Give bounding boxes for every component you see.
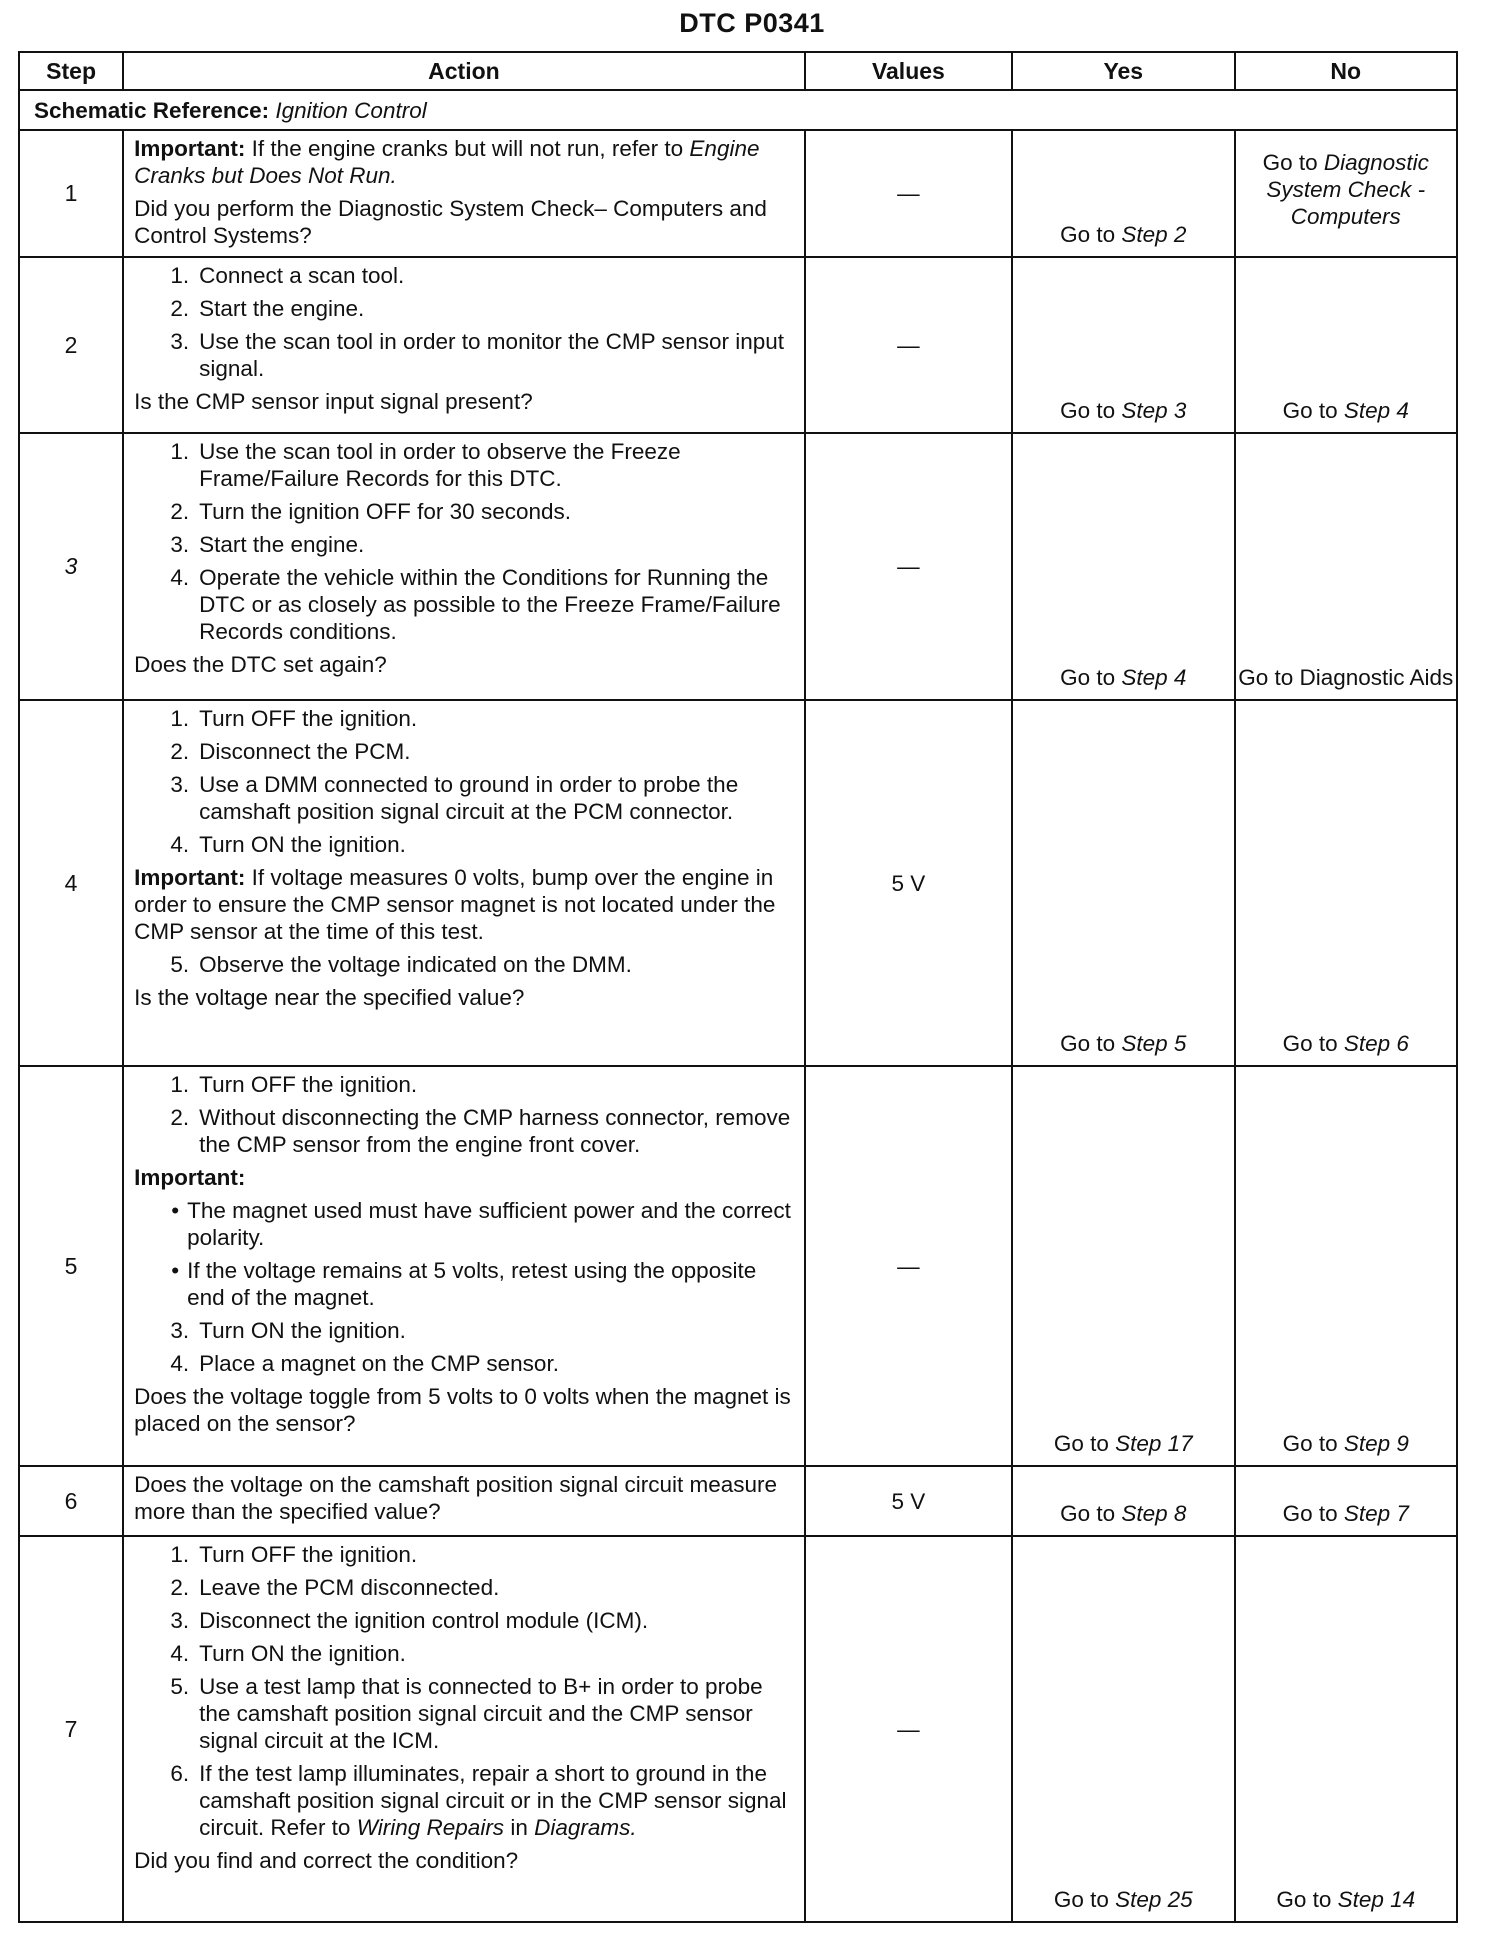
diagnostic-table [18,51,1458,1923]
list-item [134,564,794,645]
yes-link[interactable]: Step 25 [1115,1887,1193,1912]
action-cell [123,1466,805,1536]
table-row [19,700,1457,1066]
item-text: Observe the voltage indicated on the DMM. [199,952,632,977]
list-marker: 2. [170,1575,190,1600]
text: Go to [1053,1431,1109,1456]
list-marker: 4. [170,832,190,857]
item-text: If the voltage remains at 5 volts, retest using the opposite end of the magnet. [187,1258,757,1310]
yes-cell [1012,1466,1234,1536]
item-text: Start the engine. [199,296,365,321]
text: Important: [134,136,246,161]
step-number: 3 [19,433,123,700]
item-text: Turn OFF the ignition. [199,706,418,731]
table-row [19,257,1457,433]
item-text: Turn OFF the ignition. [199,1542,418,1567]
list-item [134,295,794,322]
list-marker: 4. [170,565,190,590]
no-cell [1235,257,1458,433]
step-number: 7 [19,1536,123,1922]
yes-link[interactable]: Step 3 [1121,398,1187,423]
list-item [134,1673,794,1754]
list-item [134,1574,794,1601]
list-item [134,831,794,858]
text: Go to [1060,665,1116,690]
list-item [134,771,794,825]
text: Important: [134,1165,246,1190]
list-marker: 3. [170,532,190,557]
header-row [19,52,1457,90]
text: Engine Cranks but Does Not Run. [134,136,760,188]
text: Go to [1262,150,1318,175]
table-row [19,1536,1457,1922]
list-marker: 1. [170,439,190,464]
action-cell [123,130,805,257]
list-marker: 3. [170,772,190,797]
value-cell: — [805,1536,1012,1922]
list-marker: 4. [170,1351,190,1376]
no-link[interactable]: Diagnostic System Check - Computers [1266,150,1429,229]
value-cell: 5 V [805,700,1012,1066]
list-item [134,951,794,978]
question: Did you find and correct the condition? [134,1848,519,1873]
list-item [134,705,794,732]
yes-cell [1012,1536,1234,1922]
list-marker: 4. [170,1641,190,1666]
step-number: 2 [19,257,123,433]
step-number: 6 [19,1466,123,1536]
bullet-item [134,1197,794,1251]
item-text: Start the engine. [199,532,365,557]
text: If the test lamp illuminates, repair a short to ground in the camshaft position signal circuit or in the CMP sensor signal circuit. Refer to [199,1761,787,1840]
text: Go to [1282,1501,1338,1526]
no-cell [1235,130,1458,257]
list-item [134,738,794,765]
header-yes: Yes [1012,52,1234,90]
action-cell [123,257,805,433]
list-marker: 3. [170,1318,190,1343]
list-marker: 3. [170,329,190,354]
schematic-row [19,90,1457,130]
item-text: Use a DMM connected to ground in order to probe the camshaft position signal circuit at the PCM connector. [199,772,739,824]
value-cell: — [805,433,1012,700]
page-title: DTC P0341 [679,8,825,38]
action-cell [123,433,805,700]
item-text: Turn the ignition OFF for 30 seconds. [199,499,571,524]
step-number: 1 [19,130,123,257]
text: Go to [1060,1031,1116,1056]
list-item [134,498,794,525]
yes-link[interactable]: Step 4 [1121,665,1187,690]
item-text: Turn ON the ignition. [199,1318,406,1343]
list-marker: 2. [170,296,190,321]
text: Important: [134,865,246,890]
text: Go to [1053,1887,1109,1912]
text: Diagrams. [534,1815,637,1840]
no-cell [1235,1466,1458,1536]
list-item [134,262,794,289]
list-marker: 2. [170,499,190,524]
important-note [134,864,794,945]
no-link[interactable]: Step 14 [1337,1887,1416,1912]
no-cell [1235,1536,1458,1922]
text: If the engine cranks but will not run, refer to [251,136,684,161]
table-row [19,433,1457,700]
header-step: Step [19,52,123,90]
question: Did you perform the Diagnostic System Check– Computers and Control Systems? [134,196,767,248]
yes-cell [1012,700,1234,1066]
action-cell [123,1066,805,1466]
list-item [134,1350,794,1377]
important-label [134,1164,794,1191]
no-link[interactable]: Step 4 [1343,398,1409,423]
list-item [134,1760,794,1841]
action-cell [123,700,805,1066]
step-number: 5 [19,1066,123,1466]
list-marker: 2. [170,1105,190,1130]
schematic-reference [19,90,1457,130]
item-text: Operate the vehicle within the Conditions for Running the DTC or as closely as possible to the Freeze Frame/Failure Records conditions. [199,565,781,644]
list-item [134,1541,794,1568]
item-text: Disconnect the ignition control module (ICM). [199,1608,649,1633]
value-cell: — [805,1066,1012,1466]
text: If voltage measures 0 volts, bump over the engine in order to ensure the CMP sensor magnet is not located under the CMP sensor at the time of this test. [134,865,776,944]
item-text: The magnet used must have sufficient power and the correct polarity. [187,1198,791,1250]
question: Is the voltage near the specified value? [134,985,525,1010]
item-text: Place a magnet on the CMP sensor. [199,1351,559,1376]
yes-cell [1012,130,1234,257]
item-text: Leave the PCM disconnected. [199,1575,500,1600]
yes-link[interactable]: Step 2 [1121,222,1187,247]
yes-cell [1012,433,1234,700]
no-cell [1235,1066,1458,1466]
table-row [19,130,1457,257]
text: in [510,1815,528,1840]
text: Wiring Repairs [356,1815,505,1840]
list-item [134,438,794,492]
list-marker: 1. [170,1072,190,1097]
item-text: Connect a scan tool. [199,263,405,288]
list-marker: • [171,1258,180,1283]
item-text: Turn ON the ignition. [199,1641,406,1666]
table-row [19,1066,1457,1466]
item-text: Use the scan tool in order to observe the Freeze Frame/Failure Records for this DTC. [199,439,681,491]
bullet-item [134,1257,794,1311]
yes-cell [1012,1066,1234,1466]
list-marker: 6. [170,1761,190,1786]
item-text: Use the scan tool in order to monitor the CMP sensor input signal. [199,329,785,381]
no-cell[interactable]: Go to Diagnostic Aids [1235,433,1458,700]
question: Does the voltage on the camshaft position signal circuit measure more than the specified value? [134,1472,777,1524]
text: Go to [1282,398,1338,423]
list-marker: 5. [170,952,190,977]
item-text: Disconnect the PCM. [199,739,411,764]
header-action: Action [123,52,805,90]
text: Go to [1282,1031,1338,1056]
action-cell [123,1536,805,1922]
yes-link[interactable]: Step 8 [1121,1501,1187,1526]
item-text: Turn ON the ignition. [199,832,406,857]
yes-link[interactable]: Step 5 [1121,1031,1187,1056]
text: Go to [1276,1887,1332,1912]
list-marker: 2. [170,739,190,764]
no-cell [1235,700,1458,1066]
list-item [134,1607,794,1634]
question: Is the CMP sensor input signal present? [134,389,533,414]
value-cell: 5 V [805,1466,1012,1536]
text: Go to [1060,222,1116,247]
schematic-label: Schematic Reference: [34,97,270,123]
list-item [134,1071,794,1098]
header-values: Values [805,52,1012,90]
text: Go to [1060,1501,1116,1526]
important-note [134,135,794,189]
schematic-value: Ignition Control [275,97,427,123]
item-text [199,1760,794,1841]
list-item [134,531,794,558]
list-item [134,1640,794,1667]
no-link[interactable]: Step 9 [1343,1431,1409,1456]
no-link[interactable]: Step 7 [1343,1501,1409,1526]
yes-cell [1012,257,1234,433]
list-item [134,1317,794,1344]
no-link[interactable]: Step 6 [1343,1031,1409,1056]
list-marker: 1. [170,263,190,288]
list-marker: 1. [170,1542,190,1567]
list-marker: 5. [170,1674,190,1699]
step-number: 4 [19,700,123,1066]
table-row [19,1466,1457,1536]
text: Go to [1282,1431,1338,1456]
header-no: No [1235,52,1458,90]
list-marker: 3. [170,1608,190,1633]
item-text: Use a test lamp that is connected to B+ in order to probe the camshaft position signal circuit and the CMP sensor signal circuit at the ICM. [199,1674,763,1753]
item-text: Without disconnecting the CMP harness connector, remove the CMP sensor from the engine front cover. [199,1105,791,1157]
question: Does the voltage toggle from 5 volts to 0 volts when the magnet is placed on the sensor? [134,1384,791,1436]
item-text: Turn OFF the ignition. [199,1072,418,1097]
list-marker: 1. [170,706,190,731]
question: Does the DTC set again? [134,652,387,677]
list-marker: • [171,1198,180,1223]
value-cell: — [805,130,1012,257]
text: Go to [1060,398,1116,423]
list-item [134,328,794,382]
list-item [134,1104,794,1158]
yes-link[interactable]: Step 17 [1115,1431,1193,1456]
value-cell: — [805,257,1012,433]
